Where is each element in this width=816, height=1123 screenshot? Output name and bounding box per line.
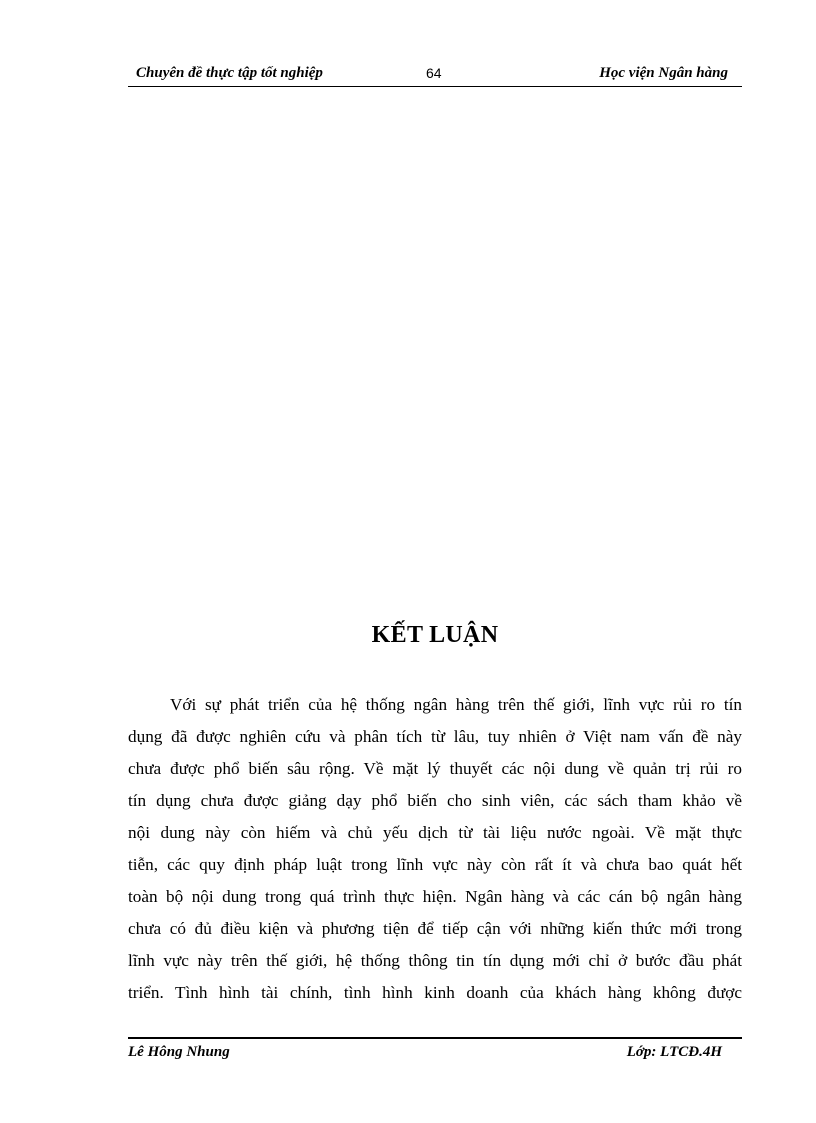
paragraph-line: chưa có đủ điều kiện và phương tiện để tiếp cận với những kiến thức mới trong	[128, 919, 742, 938]
footer-author: Lê Hông Nhung	[128, 1044, 230, 1060]
footer-class: Lớp: LTCĐ.4H	[626, 1044, 722, 1060]
header-institution: Học viện Ngân hàng	[599, 65, 728, 81]
paragraph-line: tín dụng chưa được giảng dạy phổ biến cho sinh viên, các sách tham khảo về	[128, 791, 742, 810]
paragraph-line: chưa được phổ biến sâu rộng. Về mặt lý thuyết các nội dung về quản trị rủi ro	[128, 759, 742, 778]
page-number: 64	[426, 65, 442, 81]
paragraph-line: nội dung này còn hiếm và chủ yếu dịch từ tài liệu nước ngoài. Về mặt thực	[128, 823, 742, 842]
paragraph-line: lĩnh vực này trên thế giới, hệ thống thông tin tín dụng mới chỉ ở bước đầu phát	[128, 951, 742, 970]
body-paragraph	[128, 689, 742, 1009]
page-footer	[128, 1037, 742, 1063]
page-header	[128, 64, 742, 87]
section-heading: KẾT LUẬN	[371, 622, 499, 648]
paragraph-line: toàn bộ nội dung trong quá trình thực hiện. Ngân hàng và các cán bộ ngân hàng	[128, 887, 742, 906]
paragraph-line: triển. Tình hình tài chính, tình hình kinh doanh của khách hàng không được	[128, 983, 742, 1002]
paragraph-line: Với sự phát triển của hệ thống ngân hàng trên thế giới, lĩnh vực rủi ro tín	[170, 695, 742, 714]
paragraph-line: tiễn, các quy định pháp luật trong lĩnh vực này còn rất ít và chưa bao quát hết	[128, 855, 742, 874]
paragraph-line: dụng đã được nghiên cứu và phân tích từ lâu, tuy nhiên ở Việt nam vấn đề này	[128, 727, 742, 746]
header-document-title: Chuyên đề thực tập tốt nghiệp	[136, 65, 323, 81]
